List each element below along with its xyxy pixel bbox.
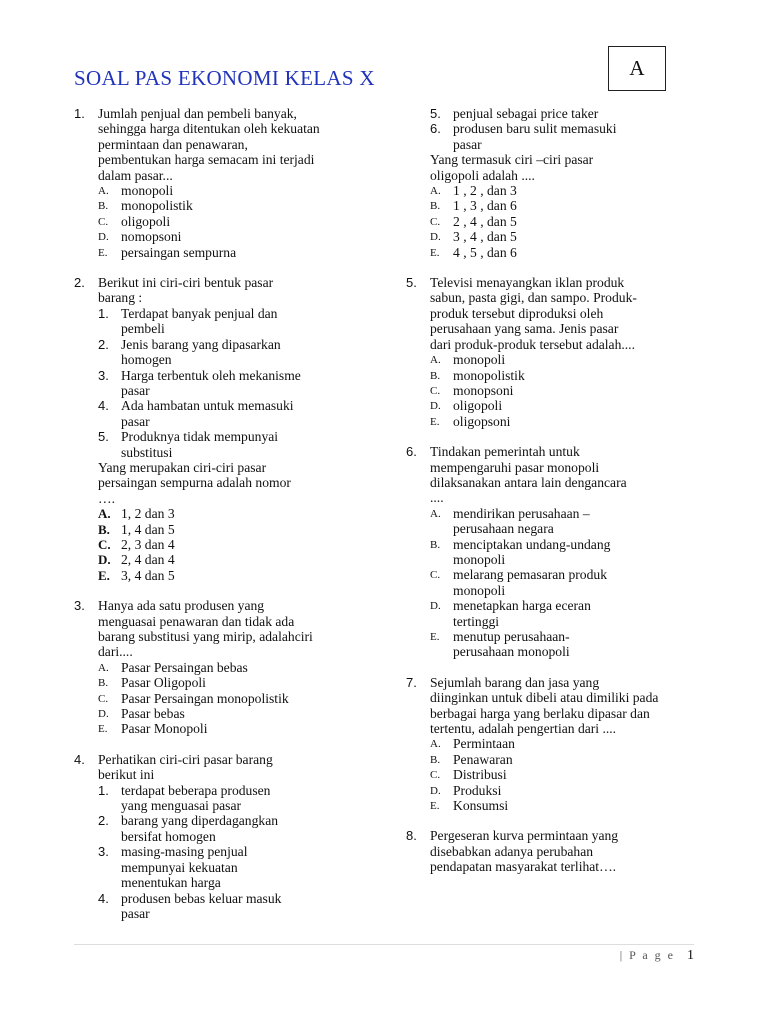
- option-label: B.: [98, 677, 109, 690]
- question-text: dilaksanakan antara lain dengancara: [430, 474, 627, 490]
- answer-option: [98, 721, 364, 736]
- answer-option: [430, 414, 706, 429]
- option-text: perusahaan monopoli: [453, 644, 570, 660]
- statement-item: [98, 813, 364, 844]
- footer-divider: [74, 944, 694, 945]
- option-label: C.: [98, 692, 109, 705]
- question-text: berbagai harga yang berlaku dipasar dan: [430, 705, 650, 721]
- question-block: [74, 275, 364, 583]
- option-text: Pasar Persaingan bebas: [121, 659, 248, 675]
- question-prompt: persaingan sempurna adalah nomor: [98, 475, 291, 491]
- question-text: Perhatikan ciri-ciri pasar barang: [98, 751, 273, 767]
- statement-item: [98, 844, 364, 890]
- option-label: E.: [98, 723, 108, 736]
- answer-option: [430, 598, 706, 629]
- option-text: Pasar bebas: [121, 706, 185, 722]
- option-label: B.: [430, 200, 441, 213]
- answer-option: [430, 368, 706, 383]
- option-label: C.: [430, 769, 441, 782]
- option-text: Distribusi: [453, 767, 507, 783]
- statement-text: substitusi: [121, 444, 173, 460]
- statement-item: [98, 398, 364, 429]
- statement-text: terdapat beberapa produsen: [121, 782, 271, 798]
- question-block: [74, 752, 364, 921]
- option-label: E.: [430, 631, 440, 643]
- option-text: Konsumsi: [453, 798, 509, 814]
- option-text: menutup perusahaan-: [453, 629, 570, 644]
- option-text: monopoli: [453, 551, 506, 567]
- answer-option: [98, 183, 364, 198]
- answer-option: [98, 675, 364, 690]
- option-label: A.: [98, 185, 109, 198]
- statement-number: 2.: [98, 336, 109, 352]
- question-number: 2.: [74, 275, 85, 291]
- statement-item: [98, 337, 364, 368]
- statement-number: 1.: [98, 782, 109, 798]
- statement-number: 6.: [430, 121, 441, 137]
- answer-option: [430, 567, 706, 598]
- option-label: C.: [430, 384, 441, 397]
- statement-text: Produknya tidak mempunyai: [121, 429, 279, 445]
- answer-option: [430, 752, 706, 767]
- statement-item: [430, 106, 706, 121]
- option-label: B.: [430, 538, 441, 551]
- statement-item: [98, 429, 364, 460]
- statement-text: pasar: [121, 382, 150, 398]
- question-text: ....: [430, 490, 444, 506]
- option-label: A.: [430, 354, 441, 367]
- option-text: 1, 4 dan 5: [121, 521, 175, 537]
- answer-option: [430, 229, 706, 244]
- answer-option: [430, 245, 706, 260]
- question-text: Jumlah penjual dan pembeli banyak,: [98, 106, 297, 121]
- answer-option: [98, 691, 364, 706]
- option-label: D.: [98, 231, 109, 244]
- option-label: E.: [98, 567, 110, 583]
- option-label: D.: [430, 784, 441, 797]
- question-text: sabun, pasta gigi, dan sampo. Produk-: [430, 290, 637, 306]
- statement-item: [98, 783, 364, 814]
- question-text: mempengaruhi pasar monopoli: [430, 459, 600, 475]
- option-text: 3, 4 dan 5: [121, 567, 175, 583]
- option-label: A.: [430, 185, 441, 198]
- option-text: persaingan sempurna: [121, 244, 237, 260]
- question-text: Hanya ada satu produsen yang: [98, 598, 265, 614]
- option-text: nomopsoni: [121, 229, 182, 245]
- question-text: perusahaan yang sama. Jenis pasar: [430, 321, 619, 337]
- option-text: tertinggi: [453, 613, 500, 629]
- statement-text: mempunyai kekuatan: [121, 859, 238, 875]
- option-label: D.: [430, 400, 441, 413]
- statement-text: produsen baru sulit memasuki: [453, 121, 617, 137]
- option-label: B.: [430, 369, 441, 382]
- question-number: 4.: [74, 751, 85, 767]
- statement-number: 1.: [98, 305, 109, 321]
- option-label: B.: [430, 753, 441, 766]
- question-prompt: Yang termasuk ciri –ciri pasar: [430, 152, 594, 168]
- statement-item: [98, 891, 364, 922]
- answer-option: [98, 660, 364, 675]
- statement-item: [98, 368, 364, 399]
- statement-text: homogen: [121, 352, 172, 368]
- question-text: produk tersebut diproduksi oleh: [430, 305, 604, 321]
- statement-text: Terdapat banyak penjual dan: [121, 305, 278, 321]
- option-label: B.: [98, 521, 110, 537]
- answer-option: [430, 198, 706, 213]
- option-label: C.: [98, 536, 111, 552]
- statement-text: menentukan harga: [121, 875, 221, 891]
- statement-number: 4.: [98, 890, 109, 906]
- option-text: monopoli: [453, 582, 506, 598]
- option-label: C.: [430, 569, 441, 582]
- option-text: 1, 2 dan 3: [121, 506, 175, 522]
- option-text: Pasar Oligopoli: [121, 675, 206, 691]
- statement-text: Ada hambatan untuk memasuki: [121, 398, 294, 414]
- statement-number: 3.: [98, 844, 109, 860]
- question-number: 6.: [406, 444, 417, 460]
- option-text: melarang pemasaran produk: [453, 567, 607, 583]
- statement-text: penjual sebagai price taker: [453, 106, 599, 121]
- statement-item: [98, 306, 364, 337]
- question-block: [406, 106, 706, 260]
- question-text: Berikut ini ciri-ciri bentuk pasar: [98, 275, 274, 291]
- question-prompt: Yang merupakan ciri-ciri pasar: [98, 459, 267, 475]
- page-title: SOAL PAS EKONOMI KELAS X: [74, 66, 375, 90]
- option-text: monopoli: [121, 183, 174, 199]
- question-text: Tindakan pemerintah untuk: [430, 444, 580, 460]
- option-text: perusahaan negara: [453, 521, 554, 537]
- option-text: 4 , 5 , dan 6: [453, 244, 517, 260]
- right-column: [406, 106, 706, 890]
- answer-option: [430, 506, 706, 537]
- question-block: [406, 675, 706, 814]
- question-text: pembentukan harga semacam ini terjadi: [98, 152, 315, 168]
- question-text: barang :: [98, 290, 143, 306]
- option-label: E.: [430, 800, 440, 813]
- answer-option: [430, 214, 706, 229]
- option-text: 2, 4 dan 4: [121, 552, 175, 568]
- statement-text: pasar: [121, 413, 150, 429]
- page-footer: [620, 948, 694, 964]
- question-text: Pergeseran kurva permintaan yang: [430, 828, 619, 844]
- option-text: 2, 3 dan 4: [121, 536, 175, 552]
- answer-option: [98, 552, 364, 567]
- option-label: D.: [98, 552, 111, 568]
- answer-option: [98, 537, 364, 552]
- question-text: menguasai penawaran dan tidak ada: [98, 613, 295, 629]
- option-text: 1 , 3 , dan 6: [453, 198, 517, 214]
- option-label: C.: [98, 215, 109, 228]
- question-text: dalam pasar...: [98, 167, 173, 183]
- option-text: Penawaran: [453, 751, 513, 767]
- left-column: [74, 106, 364, 936]
- option-text: 1 , 2 , dan 3: [453, 183, 517, 199]
- option-label: E.: [430, 246, 440, 259]
- option-text: oligopsoni: [453, 413, 511, 429]
- question-text: tertentu, adalah pengertian dari ....: [430, 721, 617, 737]
- option-label: A.: [430, 738, 441, 751]
- answer-option: [98, 568, 364, 583]
- question-text: pendapatan masyarakat terlihat….: [430, 859, 617, 875]
- statement-text: yang menguasai pasar: [121, 798, 242, 814]
- answer-option: [430, 537, 706, 568]
- question-text: diinginkan untuk dibeli atau dimiliki pada: [430, 690, 659, 706]
- option-text: 3 , 4 , dan 5: [453, 229, 517, 245]
- answer-option: [430, 767, 706, 782]
- option-text: mendirikan perusahaan –: [453, 505, 590, 521]
- answer-option: [430, 629, 706, 660]
- answer-option: [98, 214, 364, 229]
- page-number: 1: [687, 948, 694, 963]
- answer-option: [430, 398, 706, 413]
- option-label: D.: [430, 231, 441, 244]
- answer-option: [98, 229, 364, 244]
- answer-option: [430, 183, 706, 198]
- answer-option: [98, 522, 364, 537]
- question-number: 8.: [406, 828, 417, 844]
- statement-number: 3.: [98, 367, 109, 383]
- question-text: Televisi menayangkan iklan produk: [430, 275, 625, 291]
- option-text: Pasar Persaingan monopolistik: [121, 690, 289, 706]
- question-block: [406, 828, 706, 874]
- option-label: A.: [98, 506, 111, 522]
- option-text: Produksi: [453, 782, 502, 798]
- answer-option: [430, 352, 706, 367]
- option-text: oligopoli: [453, 398, 503, 414]
- answer-option: [430, 798, 706, 813]
- question-text: Sejumlah barang dan jasa yang: [430, 674, 600, 690]
- question-text: sehingga harga ditentukan oleh kekuatan: [98, 121, 320, 137]
- question-text: dari produk-produk tersebut adalah....: [430, 336, 635, 352]
- option-text: Permintaan: [453, 736, 515, 752]
- option-label: D.: [98, 708, 109, 721]
- option-text: Pasar Monopoli: [121, 721, 208, 737]
- option-text: menciptakan undang-undang: [453, 536, 611, 552]
- question-text: disebabkan adanya perubahan: [430, 843, 594, 859]
- question-number: 1.: [74, 106, 85, 121]
- option-label: E.: [430, 415, 440, 428]
- question-text: berikut ini: [98, 767, 155, 783]
- question-number: 7.: [406, 674, 417, 690]
- statement-text: pembeli: [121, 321, 165, 337]
- option-text: monopolistik: [453, 367, 525, 383]
- statement-number: 5.: [430, 106, 441, 121]
- option-label: B.: [98, 200, 109, 213]
- option-text: monopolistik: [121, 198, 193, 214]
- answer-option: [430, 783, 706, 798]
- question-prompt: ….: [98, 490, 115, 506]
- option-label: C.: [430, 215, 441, 228]
- answer-option: [98, 198, 364, 213]
- option-label: A.: [98, 661, 109, 674]
- statement-item: [430, 121, 706, 152]
- statement-number: 4.: [98, 398, 109, 414]
- answer-option: [98, 706, 364, 721]
- question-block: [406, 444, 706, 660]
- statement-text: barang yang diperdagangkan: [121, 813, 279, 829]
- statement-text: pasar: [121, 905, 150, 921]
- question-text: permintaan dan penawaran,: [98, 136, 248, 152]
- question-number: 5.: [406, 275, 417, 291]
- answer-option: [430, 736, 706, 751]
- option-text: 2 , 4 , dan 5: [453, 213, 517, 229]
- question-number: 3.: [74, 598, 85, 614]
- statement-text: Harga terbentuk oleh mekanisme: [121, 367, 301, 383]
- answer-option: [430, 383, 706, 398]
- question-block: [74, 598, 364, 737]
- statement-text: Jenis barang yang dipasarkan: [121, 336, 281, 352]
- option-text: menetapkan harga eceran: [453, 598, 591, 614]
- statement-text: bersifat homogen: [121, 828, 216, 844]
- question-block: [74, 106, 364, 260]
- question-prompt: oligopoli adalah ....: [430, 167, 535, 183]
- option-text: monopoli: [453, 352, 506, 368]
- answer-option: [98, 506, 364, 521]
- statement-text: pasar: [453, 136, 482, 152]
- question-text: dari....: [98, 644, 133, 660]
- option-label: E.: [98, 246, 108, 259]
- option-text: monopsoni: [453, 382, 514, 398]
- statement-text: produsen bebas keluar masuk: [121, 890, 282, 906]
- option-label: D.: [430, 600, 441, 613]
- option-text: oligopoli: [121, 213, 171, 229]
- statement-number: 2.: [98, 813, 109, 829]
- question-text: barang substitusi yang mirip, adalahciri: [98, 629, 313, 644]
- statement-text: masing-masing penjual: [121, 844, 248, 860]
- version-box: A: [608, 46, 666, 91]
- statement-number: 5.: [98, 429, 109, 445]
- answer-option: [98, 245, 364, 260]
- option-label: A.: [430, 507, 441, 520]
- page-label: | P a g e: [619, 948, 675, 962]
- question-block: [406, 275, 706, 429]
